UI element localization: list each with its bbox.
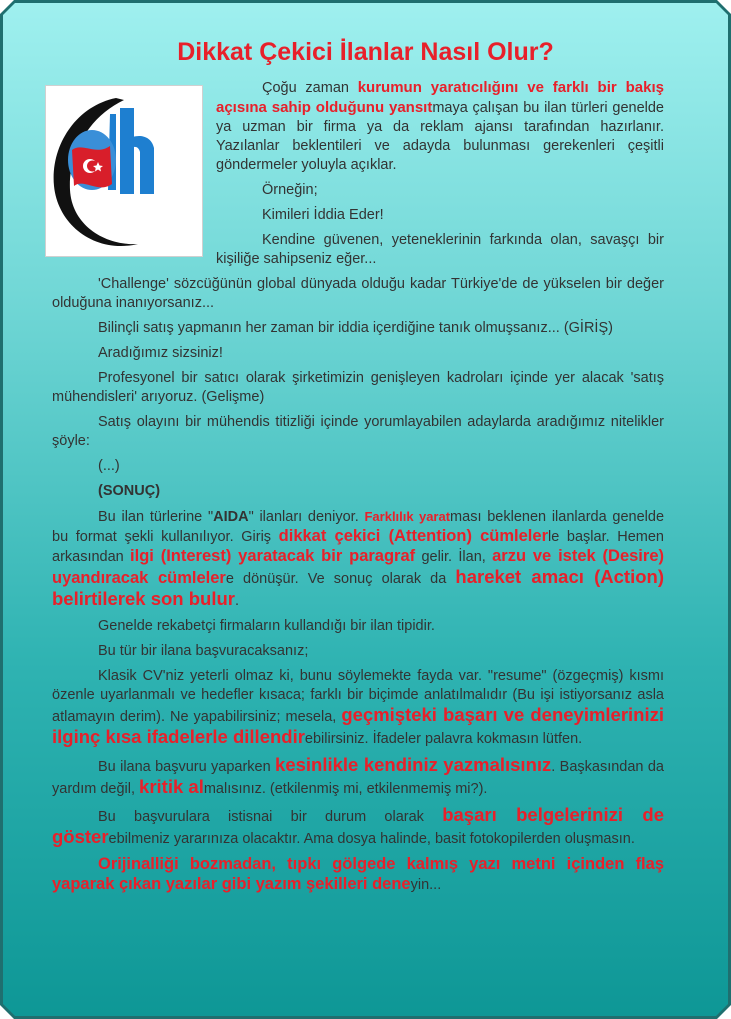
page-title: Dikkat Çekici İlanlar Nasıl Olur? bbox=[177, 38, 554, 66]
paragraph-sonuc: (SONUÇ) bbox=[98, 483, 161, 499]
paragraph-ornegin: Örneğin; bbox=[262, 182, 318, 198]
paragraph-kesinlikle: Bu ilana başvuru yaparken kesinlikle kendiniz yazmalısınız. Başkasından da yardım değil, kritik almalısınız. (etkilenmiş mi, etkilenmemiş mi?). bbox=[52, 754, 664, 797]
paragraph-bilincli: Bilinçli satış yapmanın her zaman bir iddia içerdiğine tanık olmuşsanız... (GİRİŞ) bbox=[98, 320, 613, 336]
paragraph-intro: Çoğu zaman kurumun yaratıcılığını ve farklı bir bakış açısına sahip olduğunu yansıtmaya çalışan bu ilan türleri genelde ya uzman bir firma ya da reklam ajansı tarafından hazırlanır. Yazılanlar beklentileri ve adayda bulunması gerekenleri çeşitli göndermeler yoluyla açıklar. bbox=[216, 79, 664, 173]
paragraph-rekabetci: Genelde rekabetçi firmaların kullandığı bir ilan tipidir. bbox=[98, 618, 435, 634]
paragraph-klasik-cv: Klasik CV'niz yeterli olmaz ki, bunu söylemekte fayda var. "resume" (özgeçmiş) kısmı özenle uyarlanmalı ve hedefler kısaca; farklı bir biçimde anlatılmalıdır (Bu işi istiyorsanız asla atlamayın derim). Ne yapabilirsiniz; mesela, geçmişteki başarı ve deneyimlerinizi ilginç kısa ifadelerle dillendirebilirsiniz. İfadeler palavra kokmasın lütfen. bbox=[52, 668, 665, 747]
paragraph-ellipsis: (...) bbox=[98, 458, 120, 474]
paragraph-kimileri: Kimileri İddia Eder! bbox=[262, 207, 384, 223]
paragraph-aradigimiz: Aradığımız sizsiniz! bbox=[98, 345, 223, 361]
paragraph-kendine: Kendine güvenen, yeteneklerinin farkında olan, savaşçı bir kişiliğe sahipseniz eğer... bbox=[216, 232, 664, 267]
paragraph-basvuracaksaniz: Bu tür bir ilana başvuracaksanız; bbox=[98, 643, 309, 659]
paragraph-aida: Bu ilan türlerine "AIDA" ilanları deniyor. Farklılık yaratması beklenen ilanlarda genelde bu format şekli kullanılıyor. Giriş dikkat çekici (Attention) cümlelerle başlar. Hemen arkasından ilgi (Interest) yaratacak bir paragraf gelir. İlan, arzu ve istek (Desire) uyandıracak cümlelere dönüşür. Ve sonuç olarak da hareket amacı (Action) belirtilerek son bulur. bbox=[52, 509, 665, 609]
paragraph-orijinallik: Orijinalliği bozmadan, tıpkı gölgede kalmış yazı metni içinden flaş yaparak çıkan yazılar gibi yazım şekilleri deneyin... bbox=[52, 855, 664, 893]
paragraph-profesyonel: Profesyonel bir satıcı olarak şirketimizin genişleyen kadroları içinde yer alacak 'satış mühendisleri' arıyoruz. (Gelişme) bbox=[52, 370, 664, 405]
paragraph-challenge: 'Challenge' sözcüğünün global dünyada olduğu kadar Türkiye'de de yükselen bir değer olduğuna inanıyorsanız... bbox=[52, 276, 664, 311]
paragraph-satis: Satış olayını bir mühendis titizliği içinde yorumlayabilen adaylarda aradığımız nitelikler şöyle: bbox=[52, 414, 664, 449]
paragraph-basari-belgeleri: Bu başvurulara istisnai bir durum olarak başarı belgelerinizi de gösterebilmeniz yararınıza olacaktır. Ama dosya halinde, basit fotokopilerden oluşmasın. bbox=[52, 804, 664, 847]
article-body bbox=[52, 78, 664, 901]
